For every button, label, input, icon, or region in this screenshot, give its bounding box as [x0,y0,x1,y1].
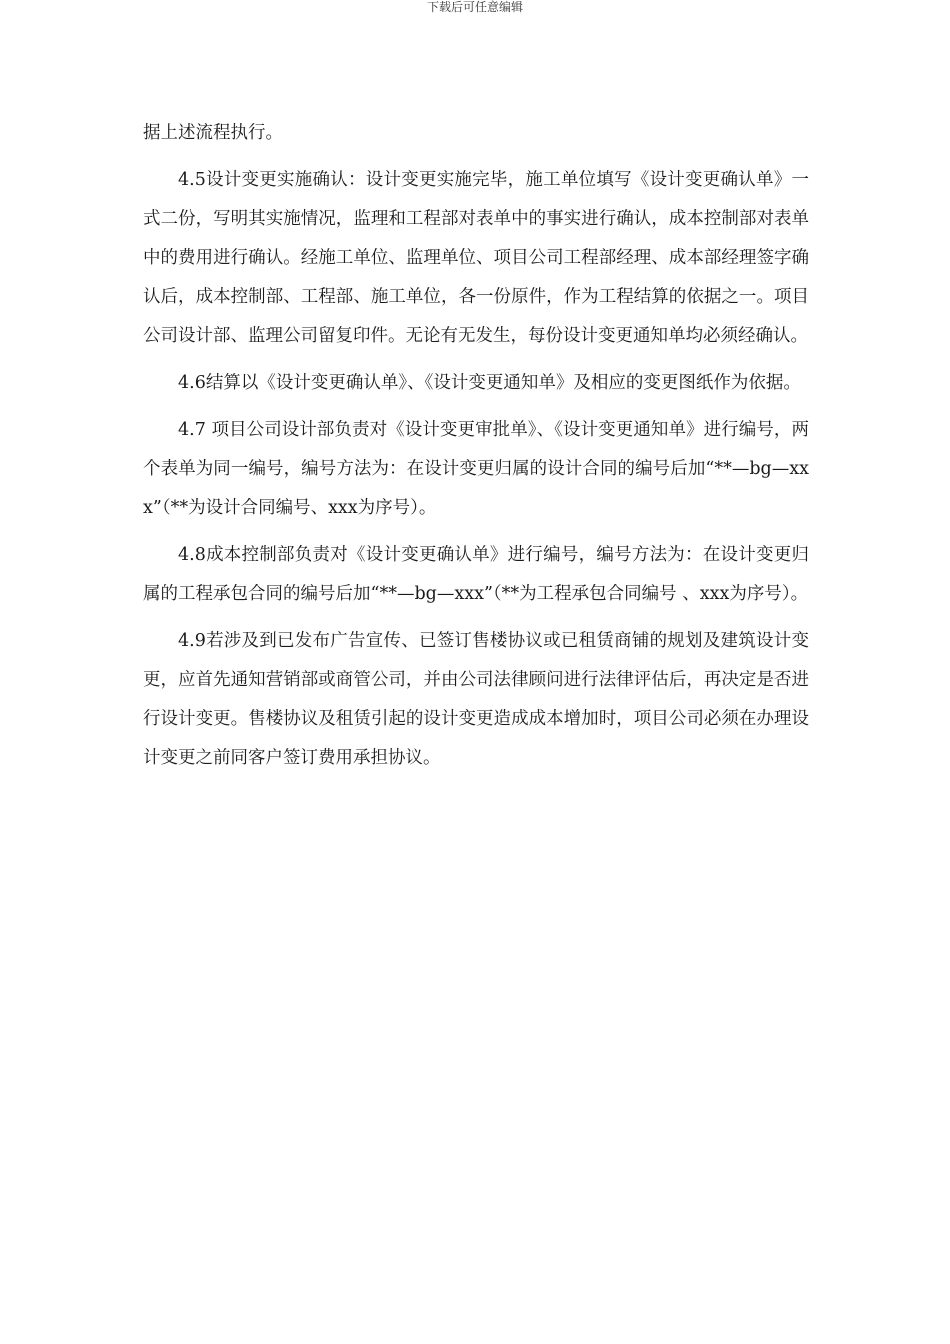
paragraph-4-5: 4.5设计变更实施确认：设计变更实施完毕，施工单位填写《设计变更确认单》一式二份，写明其实施情况，监理和工程部对表单中的事实进行确认，成本控制部对表单中的费用进行确认。经施工单位、监理单位、项目公司工程部经理、成本部经理签字确认后，成本控制部、工程部、施工单位，各一份原件，作为工程结算的依据之一。项目公司设计部、监理公司留复印件。无论有无发生，每份设计变更通知单均必须经确认。 [143,170,809,346]
paragraph-4-7: 4.7 项目公司设计部负责对《设计变更审批单》、《设计变更通知单》进行编号，两个表单为同一编号，编号方法为：在设计变更归属的设计合同的编号后加“**—bg—xxx”（**为设计合同编号、xxx为序号）。 [143,420,809,518]
paragraph-continuation: 据上述流程执行。 [143,123,283,143]
page-header: 下载后可任意编辑 [426,0,523,14]
document-body [143,114,809,778]
paragraph-4-8: 4.8成本控制部负责对《设计变更确认单》进行编号，编号方法为：在设计变更归属的工程承包合同的编号后加“**—bg—xxx”（**为工程承包合同编号 、xxx为序号）。 [143,545,809,604]
paragraph-4-9: 4.9若涉及到已发布广告宣传、已签订售楼协议或已租赁商铺的规划及建筑设计变更，应首先通知营销部或商管公司，并由公司法律顾问进行法律评估后，再决定是否进行设计变更。售楼协议及租赁引起的设计变更造成成本增加时，项目公司必须在办理设计变更之前同客户签订费用承担协议。 [143,631,809,768]
paragraph-4-6: 4.6结算以《设计变更确认单》、《设计变更通知单》及相应的变更图纸作为依据。 [178,373,801,393]
